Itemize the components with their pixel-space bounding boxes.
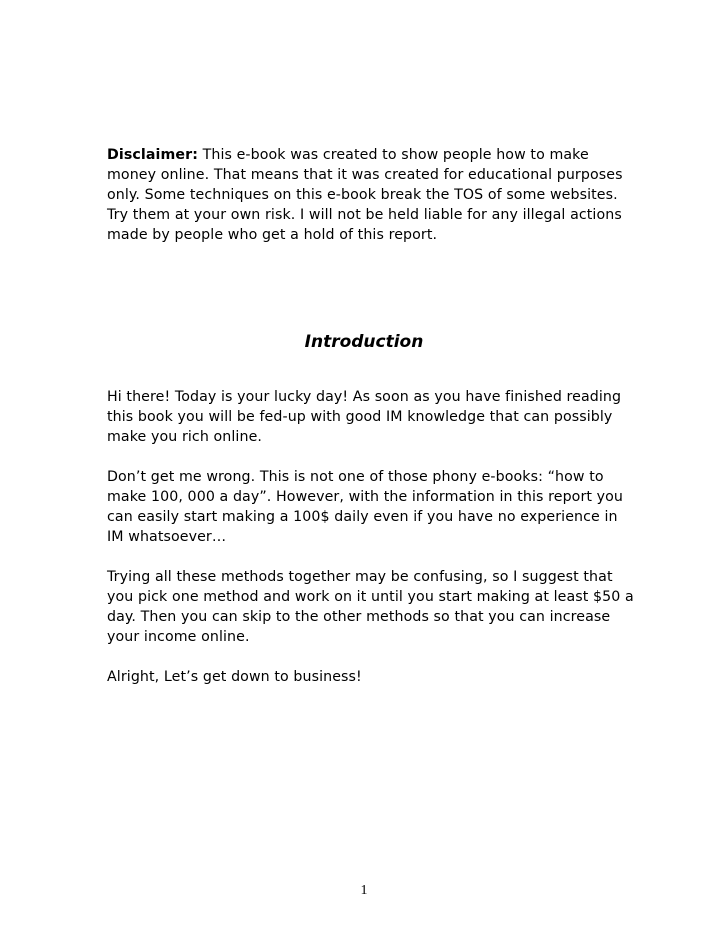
section-heading: Introduction: [304, 332, 424, 352]
disclaimer-label: Disclaimer:: [107, 147, 198, 163]
disclaimer-body: This e-book was created to show people how to make money online. That means that it was created for educational purposes only. Some techniques on this e-book break the TOS of some websites. Try them at your own risk. I will not be held liable for any illegal actions made by people who get a hold of this report.: [107, 147, 623, 243]
paragraph-advice: Trying all these methods together may be confusing, so I suggest that you pick one method and work on it until you start making at least $50 a day. Then you can skip to the other methods so that you can increase your income online.: [107, 569, 634, 645]
page-number: 1: [360, 883, 368, 898]
disclaimer-paragraph: [107, 145, 637, 245]
paragraph-closing: Alright, Let’s get down to business!: [107, 669, 362, 685]
disclaimer-text: [107, 145, 637, 245]
paragraph-greeting: Hi there! Today is your lucky day! As soon as you have finished reading this book you will be fed-up with good IM knowledge that can possibly make you rich online.: [107, 389, 622, 445]
paragraph-clarification: Don’t get me wrong. This is not one of those phony e-books: “how to make 100, 000 a day”. However, with the information in this report you can easily start making a 100$ daily even if you have no experience in IM whatsoever…: [107, 469, 624, 545]
introduction-body: [107, 387, 637, 707]
